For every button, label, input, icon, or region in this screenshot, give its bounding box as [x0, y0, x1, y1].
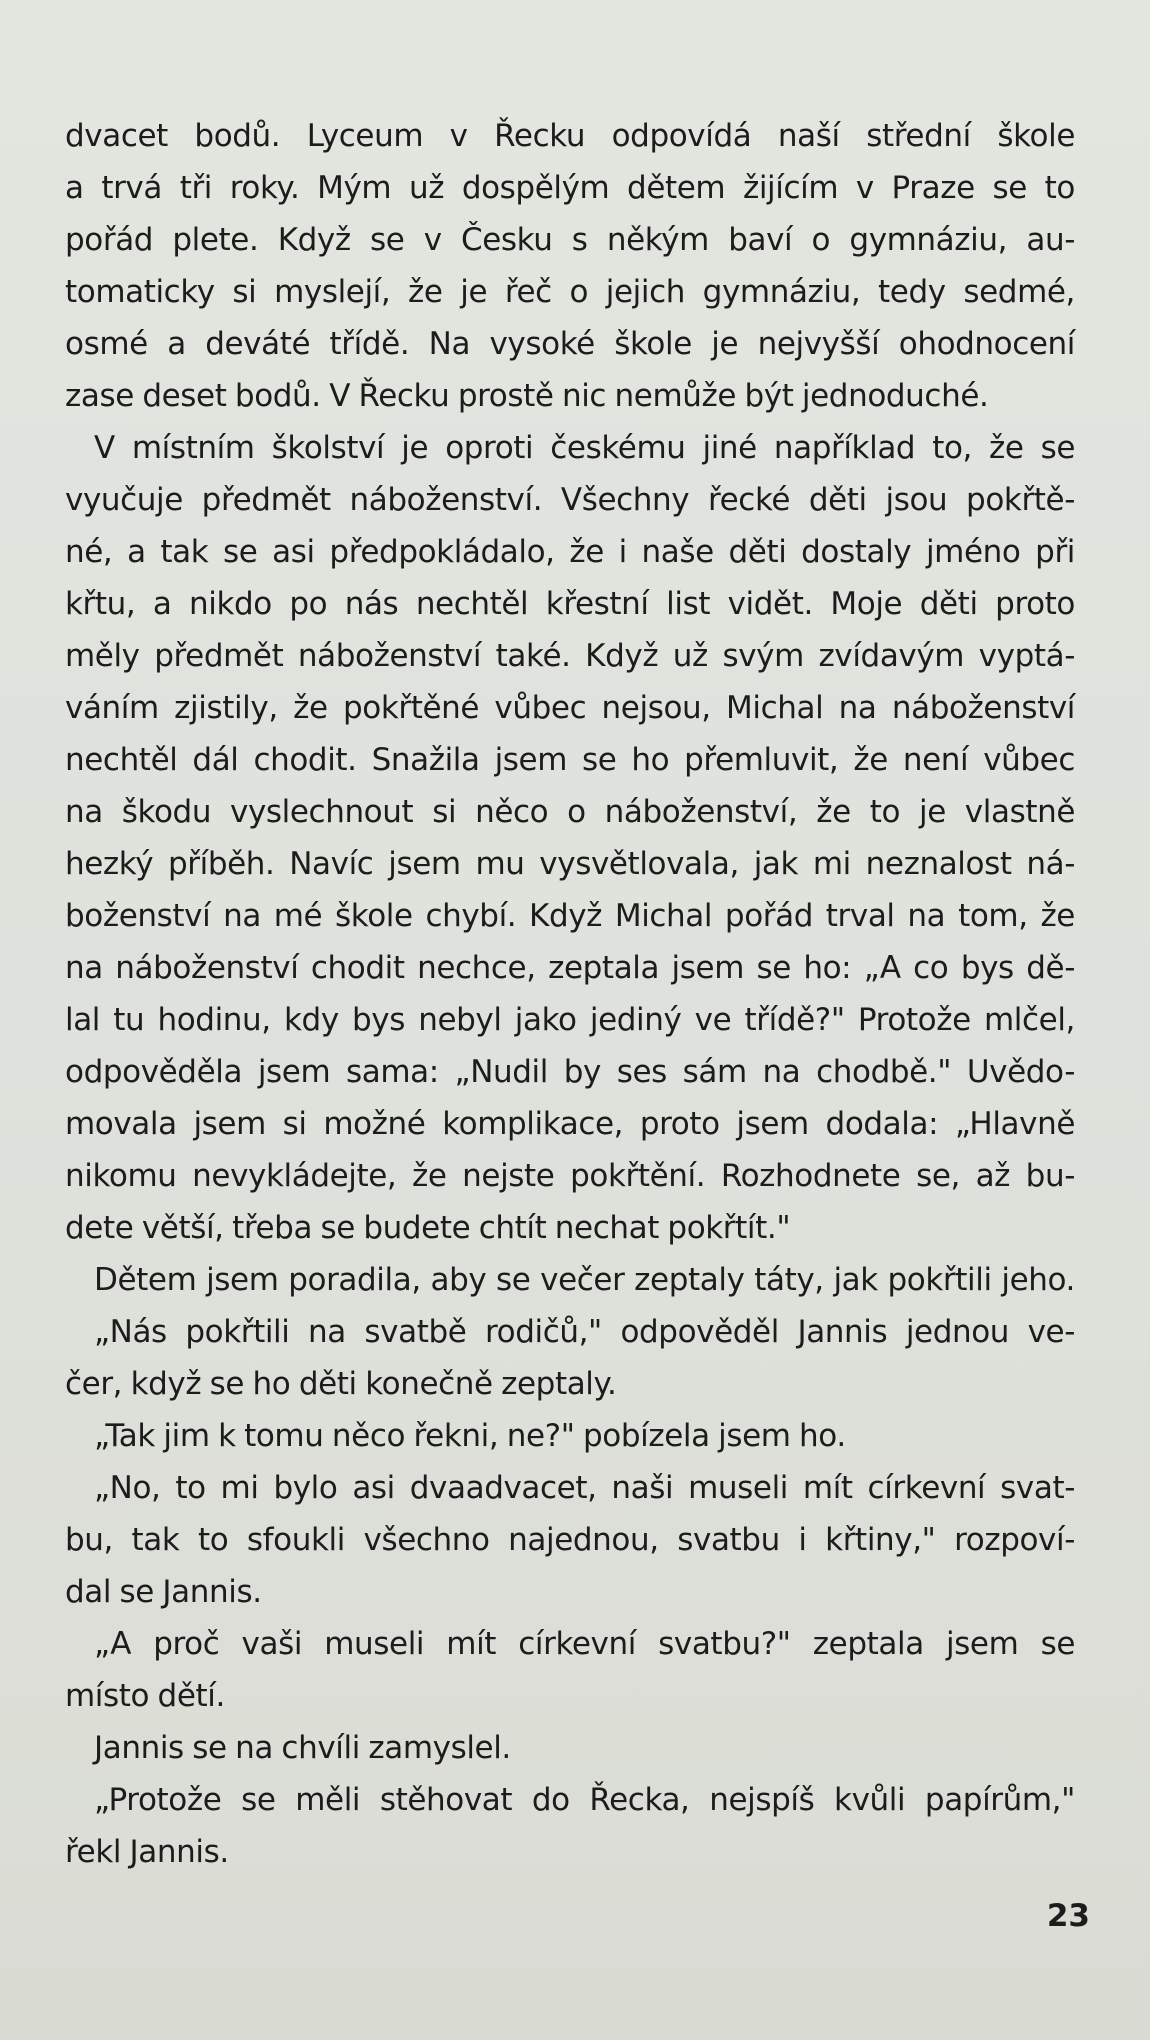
- text-line: „Protože se měli stěhovat do Řecka, nejspíš kvůli papírům,": [94, 1782, 1075, 1818]
- text-line: „A proč vaši museli mít církevní svatbu?" zeptala jsem se: [94, 1626, 1075, 1662]
- text-line: né, a tak se asi předpokládalo, že i naše děti dostaly jméno při: [65, 534, 1075, 570]
- text-line: bu, tak to sfoukli všechno najednou, svatbu i křtiny," rozpoví-: [65, 1522, 1075, 1558]
- text-line: místo dětí.: [65, 1678, 225, 1714]
- text-line: křtu, a nikdo po nás nechtěl křestní list vidět. Moje děti proto: [65, 586, 1075, 622]
- text-line: V místním školství je oproti českému jiné například to, že se: [94, 430, 1075, 466]
- text-line: boženství na mé škole chybí. Když Michal pořád trval na tom, že: [65, 898, 1075, 934]
- text-line: pořád plete. Když se v Česku s někým baví o gymnáziu, au-: [65, 222, 1075, 258]
- body-text: [65, 110, 1075, 1878]
- text-line: hezký příběh. Navíc jsem mu vysvětlovala, jak mi neznalost ná-: [65, 846, 1075, 882]
- text-line: „Nás pokřtili na svatbě rodičů," odpověděl Jannis jednou ve-: [94, 1314, 1075, 1350]
- text-line: nechtěl dál chodit. Snažila jsem se ho přemluvit, že není vůbec: [65, 742, 1075, 778]
- text-line: řekl Jannis.: [65, 1834, 229, 1870]
- text-line: zase deset bodů. V Řecku prostě nic nemůže být jednoduché.: [65, 378, 989, 414]
- text-line: Dětem jsem poradila, aby se večer zeptaly táty, jak pokřtili jeho.: [94, 1262, 1075, 1298]
- text-line: na škodu vyslechnout si něco o náboženství, že to je vlastně: [65, 794, 1075, 830]
- text-line: „Tak jim k tomu něco řekni, ne?" pobízela jsem ho.: [94, 1418, 846, 1454]
- text-line: nikomu nevykládejte, že nejste pokřtění. Rozhodnete se, až bu-: [65, 1158, 1075, 1194]
- text-line: na náboženství chodit nechce, zeptala jsem se ho: „A co bys dě-: [65, 950, 1075, 986]
- text-line: „No, to mi bylo asi dvaadvacet, naši museli mít církevní svat-: [94, 1470, 1075, 1506]
- text-line: a trvá tři roky. Mým už dospělým dětem žijícím v Praze se to: [65, 170, 1075, 206]
- text-line: Jannis se na chvíli zamyslel.: [94, 1730, 511, 1766]
- text-line: vyučuje předmět náboženství. Všechny řecké děti jsou pokřtě-: [65, 482, 1075, 518]
- text-line: odpověděla jsem sama: „Nudil by ses sám na chodbě." Uvědo-: [65, 1054, 1075, 1090]
- text-line: dvacet bodů. Lyceum v Řecku odpovídá naší střední škole: [65, 118, 1075, 154]
- text-line: čer, když se ho děti konečně zeptaly.: [65, 1366, 617, 1402]
- text-line: dal se Jannis.: [65, 1574, 262, 1610]
- text-line: lal tu hodinu, kdy bys nebyl jako jediný ve třídě?" Protože mlčel,: [65, 1002, 1075, 1038]
- text-line: měly předmět náboženství také. Když už svým zvídavým vyptá-: [65, 638, 1075, 674]
- page-number: 23: [1046, 1898, 1090, 1934]
- text-line: váním zjistily, že pokřtěné vůbec nejsou, Michal na náboženství: [65, 690, 1075, 726]
- text-line: dete větší, třeba se budete chtít nechat pokřtít.": [65, 1210, 791, 1246]
- text-line: movala jsem si možné komplikace, proto jsem dodala: „Hlavně: [65, 1106, 1075, 1142]
- text-line: osmé a deváté třídě. Na vysoké škole je nejvyšší ohodnocení: [65, 326, 1075, 362]
- text-line: tomaticky si myslejí, že je řeč o jejich gymnáziu, tedy sedmé,: [65, 274, 1075, 310]
